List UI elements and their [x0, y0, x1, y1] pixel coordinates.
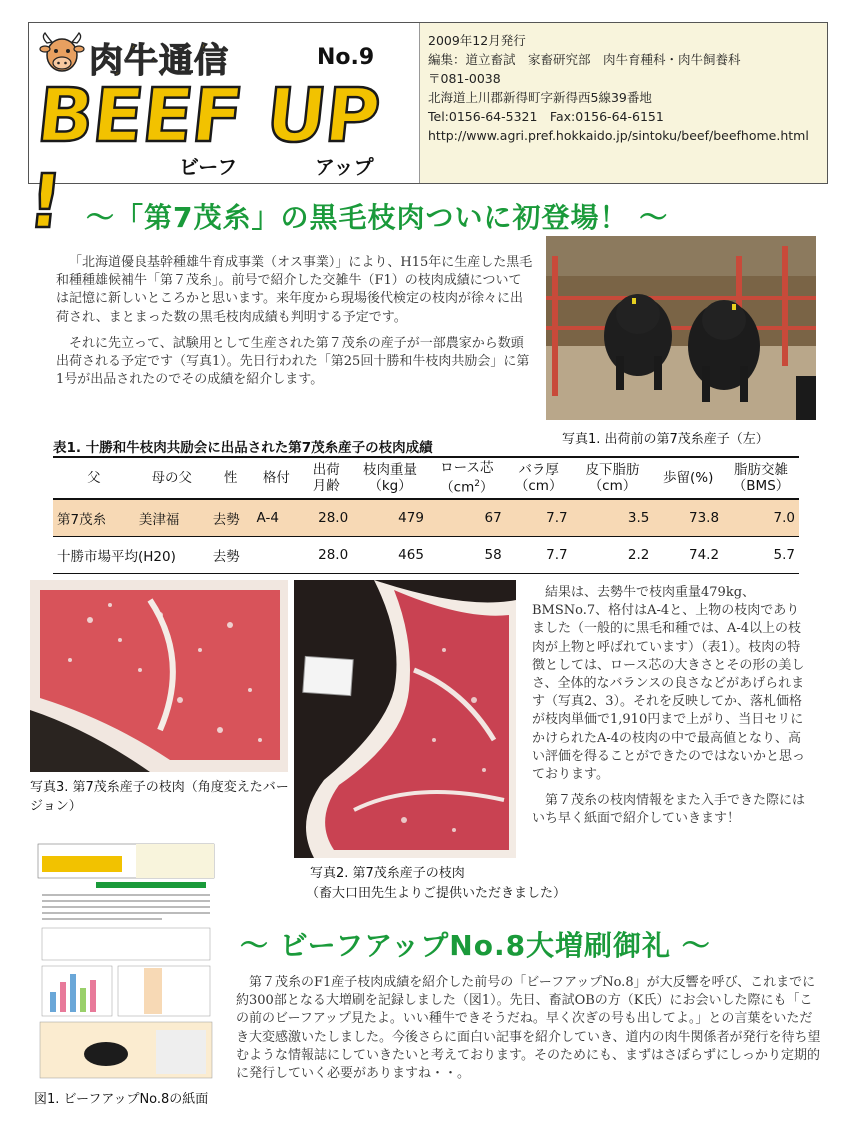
- reading-beef: ビーフ: [179, 155, 238, 179]
- marbled-beef-illustration: [30, 580, 288, 772]
- publish-date: 2009年12月発行: [428, 33, 526, 48]
- th-rib-l2: （cm）: [514, 477, 563, 494]
- table1-title: 表1. 十勝和牛枝肉共励会に出品された第7茂糸産子の枝肉成績: [53, 440, 433, 456]
- editor: 編集：道立畜試 家畜研究部 肉牛育種科・肉牛飼養科: [428, 52, 741, 67]
- cell-bms: 5.7: [773, 546, 795, 563]
- postal-code: 〒081-0038: [428, 71, 501, 86]
- article1-headline: ～「第7茂糸」の黒毛枝肉ついに初登場！ ～: [86, 201, 669, 234]
- beef-up-logo: BEEF UP !: [23, 73, 384, 245]
- article1-para3: 結果は、去勢牛で枝肉重量479kg、BMSNo.7、格付はA-4と、上物の枝肉でありました（一般的に黒毛和種では、A-4以上の枝肉が上物と呼ばれています）（表1）。枝肉の特徴としては、ロース芯の大きさとその形の美しさ、全体的なバランスの良さなどがあげられます（写真2、3）。それを反映してか、落札価格が枝肉単価で1,910円まで上がり、当日セリにかけられたA-4の枝肉の中で最高値となり、高い評価を得ることができたのではないかと思っております。: [532, 585, 806, 783]
- photo2-caption-2: （畜大口田先生よりご提供いただきました）: [306, 886, 567, 901]
- table-row: [53, 536, 799, 573]
- cell-age: 28.0: [300, 499, 352, 537]
- cell-sex: 去勢: [209, 499, 253, 537]
- th-fat-l1: 皮下脂肪: [585, 461, 640, 478]
- th-age: [300, 458, 352, 499]
- article1-intro: [56, 254, 534, 397]
- website-url: http://www.agri.pref.hokkaido.jp/sintoku/beef/beefhome.html: [428, 128, 809, 143]
- cell-weight: 465: [398, 546, 424, 563]
- th-loin-l3: ）: [479, 479, 494, 496]
- cell-grade: A-4: [253, 499, 301, 537]
- th-weight-l1: 枝肉重量: [363, 461, 418, 478]
- th-age-l2: 月齢: [312, 477, 340, 494]
- cell-fat: 3.5: [572, 499, 654, 537]
- th-bms-l1: 脂肪交雑: [734, 461, 789, 478]
- th-age-l1: 出荷: [312, 461, 340, 478]
- cell-loin: 67: [428, 499, 506, 537]
- th-loin-sup: 2: [474, 479, 480, 489]
- th-rib: [506, 458, 572, 499]
- photo2-beef: [294, 580, 516, 858]
- reading-up: アップ: [315, 155, 374, 179]
- th-yield: 歩留(%): [663, 469, 714, 486]
- th-father: 父: [87, 469, 101, 486]
- table1: [53, 436, 805, 574]
- th-rib-l1: バラ厚: [518, 461, 559, 478]
- cell-age: 28.0: [318, 546, 349, 563]
- article1-para1: 「北海道優良基幹種雄牛育成事業（オス事業）」により、H15年に生産した黒毛和種種雄候補牛「第７茂糸」。前号で紹介した交雑牛（F1）の枝肉成績については記憶に新しいところかと思います。来年度から現場後代検定の枝肉が徐々に出荷され、まとまった数の黒毛枝肉成績も判明する予定です。: [56, 255, 533, 325]
- article2-headline: ～ ビーフアップNo.8大増刷御礼 ～: [240, 929, 711, 962]
- cell-father: 十勝市場平均(H20): [57, 548, 176, 565]
- newsletter-title-jp: 肉牛通信: [89, 41, 229, 81]
- th-fat: [572, 458, 654, 499]
- photo2-caption-1: 写真2. 第7茂糸産子の枝肉: [310, 866, 465, 881]
- article2-body-wrap: [236, 974, 824, 1091]
- publisher-info: [419, 23, 827, 183]
- beef-cut-illustration: [294, 580, 516, 858]
- th-weight: [352, 458, 428, 499]
- photo1-cattle: [546, 236, 816, 420]
- cattle-photo-illustration: [546, 236, 816, 420]
- cell-yield: 74.2: [689, 546, 720, 563]
- th-mothers-father: 母の父: [151, 469, 193, 486]
- th-weight-l2: （kg）: [368, 477, 412, 494]
- cell-sex: 去勢: [212, 548, 240, 565]
- cell-fat: 2.2: [627, 546, 650, 563]
- cow-head-icon: [39, 31, 85, 75]
- photo3-beef: [30, 580, 288, 772]
- th-grade: 格付: [262, 469, 290, 486]
- cell-grade: [253, 536, 301, 573]
- cell-loin: 58: [484, 546, 502, 563]
- th-loin-l2: （cm: [440, 479, 475, 496]
- th-bms: [723, 458, 799, 499]
- photo1-caption: 写真1. 出荷前の第7茂糸産子（左）: [562, 432, 769, 447]
- article1-para2: それに先立って、試験用として生産された第７茂糸の産子が一部農家から数頭出荷される予定です（写真1）。先日行われた「第25回十勝和牛枝肉共励会」に第1号が出品されたのでその成績を紹介します。: [56, 335, 530, 388]
- figure1-thumbnail: [36, 842, 216, 1082]
- article2-body: 第７茂糸のF1産子枝肉成績を紹介した前号の「ビーフアップNo.8」が大反響を呼び、これまでに約300部となる大増刷を記録しました（図1）。先日、畜試OBの方（K氏）にお会いした際にも「この前のビーフアップ見たよ。いい種牛できそうだね。早く次ぎの号も出してよ。」との言葉をいただき大変感激いたしました。今後さらに面白い記事を紹介していき、道内の肉牛関係者が発行を待ち望むような情報誌にしていきたいと考えております。そのためにも、まずはさぼらずにしっかり定期的に発行していく必要がありますね・・。: [236, 975, 821, 1082]
- table-row: [53, 499, 799, 537]
- cell-rib: 7.7: [506, 499, 572, 537]
- phone-fax: Tel:0156-64-5321 Fax:0156-64-6151: [428, 109, 664, 124]
- th-loin: [428, 458, 506, 499]
- th-loin-l1: ロース芯: [440, 460, 494, 476]
- th-bms-l2: （BMS）: [732, 477, 790, 494]
- cell-bms: 7.0: [723, 499, 799, 537]
- th-fat-l2: （cm）: [588, 477, 637, 494]
- cell-weight: 479: [352, 499, 428, 537]
- article1-para4: 第７茂糸の枝肉情報をまた入手できた際にはいち早く紙面で紹介していきます！: [532, 793, 806, 827]
- article1-results: [532, 584, 812, 837]
- cell-yield: 73.8: [653, 499, 723, 537]
- cell-mothers-father: 美津福: [135, 499, 209, 537]
- issue-number: No.9: [317, 45, 375, 70]
- cell-rib: 7.7: [546, 546, 568, 563]
- th-sex: 性: [223, 469, 238, 486]
- figure1-caption: 図1. ビーフアップNo.8の紙面: [34, 1092, 209, 1107]
- cell-father: 第7茂糸: [53, 499, 135, 537]
- address: 北海道上川郡新得町字新得西5線39番地: [428, 90, 652, 105]
- photo3-caption: 写真3. 第7茂糸産子の枝肉（角度変えたバージョン）: [30, 780, 289, 814]
- previous-issue-thumbnail: [36, 842, 216, 1082]
- table1-grid: [53, 458, 799, 574]
